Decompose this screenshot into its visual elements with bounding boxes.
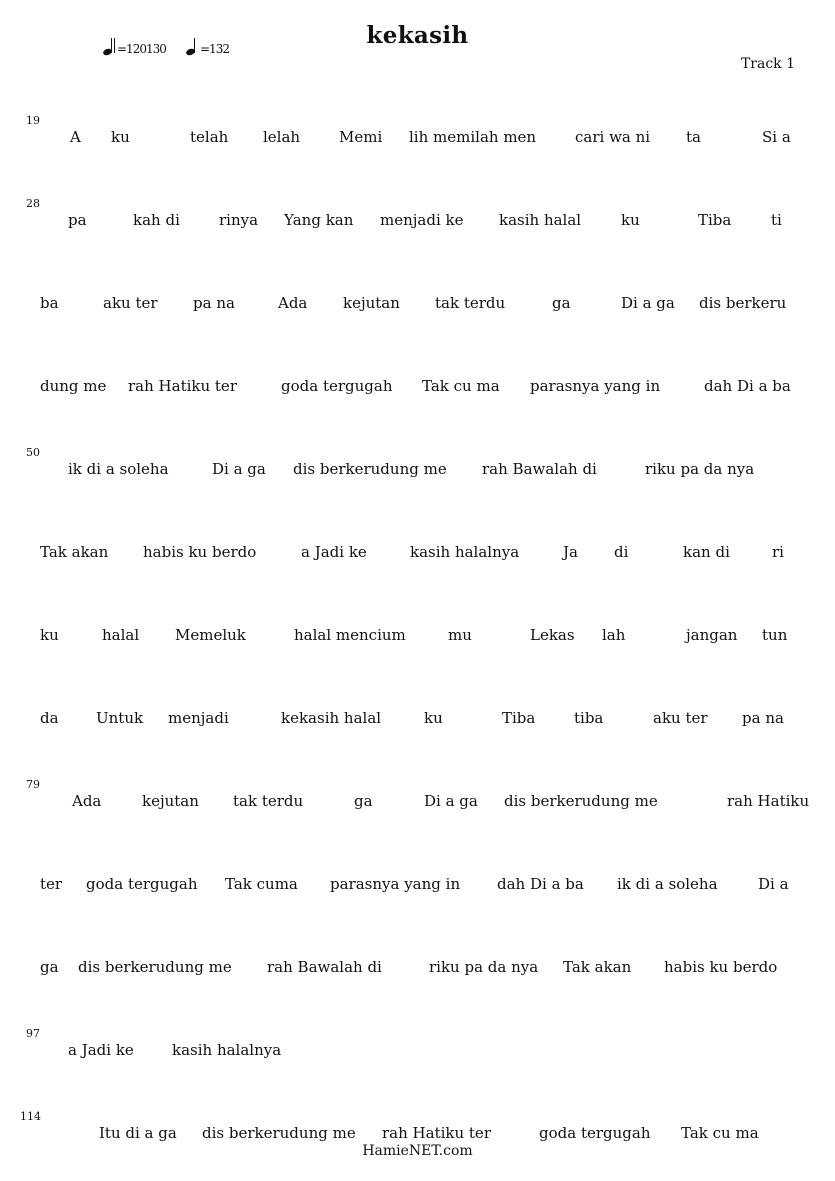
lyric-syllable: ik di a soleha bbox=[617, 875, 718, 893]
tempo-mark-2 bbox=[186, 38, 229, 56]
lyric-syllable: ku bbox=[621, 211, 640, 229]
tempo-mark-1 bbox=[103, 38, 166, 56]
lyric-syllable: cari wa ni bbox=[575, 128, 651, 146]
lyric-syllable: a Jadi ke bbox=[301, 543, 367, 561]
lyric-syllable: riku pa da nya bbox=[429, 958, 539, 976]
lyric-syllable: kejutan bbox=[142, 792, 199, 810]
bar-number: 19 bbox=[26, 114, 40, 127]
lyric-system bbox=[0, 280, 835, 320]
lyric-syllable: aku ter bbox=[103, 294, 158, 312]
lyric-syllable: dis berkerudung me bbox=[293, 460, 447, 478]
lyric-syllable: di bbox=[614, 543, 629, 561]
lyric-syllable: goda tergugah bbox=[86, 875, 198, 893]
lyric-syllable: Ja bbox=[563, 543, 578, 561]
lyric-syllable: Tak cu ma bbox=[422, 377, 500, 395]
lyric-syllable: ku bbox=[424, 709, 443, 727]
lyric-syllable: ku bbox=[111, 128, 130, 146]
lyric-syllable: lah bbox=[602, 626, 626, 644]
lyric-syllable: Yang kan bbox=[284, 211, 354, 229]
lyric-system bbox=[0, 1027, 835, 1067]
lyric-syllable: tiba bbox=[574, 709, 604, 727]
score-title: kekasih bbox=[366, 22, 469, 49]
lyric-syllable: kah di bbox=[133, 211, 180, 229]
lyric-syllable: goda tergugah bbox=[281, 377, 393, 395]
lyric-syllable: ga bbox=[552, 294, 571, 312]
lyric-syllable: ga bbox=[40, 958, 59, 976]
lyric-syllable: telah bbox=[190, 128, 229, 146]
lyric-syllable: Di a bbox=[758, 875, 789, 893]
lyric-syllable: rah Bawalah di bbox=[267, 958, 382, 976]
lyric-syllable: halal bbox=[102, 626, 140, 644]
lyric-syllable: Di a ga bbox=[621, 294, 675, 312]
quarter-note-icon bbox=[186, 38, 198, 56]
lyric-syllable: kasih halal bbox=[499, 211, 582, 229]
lyric-system bbox=[0, 778, 835, 818]
lyric-syllable: ter bbox=[40, 875, 63, 893]
lyric-syllable: kasih halalnya bbox=[410, 543, 520, 561]
lyric-syllable: Tak akan bbox=[40, 543, 109, 561]
lyric-syllable: ga bbox=[354, 792, 373, 810]
lyric-syllable: rah Hatiku bbox=[727, 792, 810, 810]
bar-number: 114 bbox=[20, 1110, 41, 1123]
bar-number: 50 bbox=[26, 446, 40, 459]
lyric-syllable: lih memilah men bbox=[409, 128, 537, 146]
lyric-syllable: tak terdu bbox=[435, 294, 506, 312]
lyric-syllable: Memi bbox=[339, 128, 383, 146]
lyric-system bbox=[0, 197, 835, 237]
lyric-syllable: ta bbox=[686, 128, 701, 146]
lyric-syllable: Ada bbox=[278, 294, 308, 312]
quarter-note-icon bbox=[103, 38, 115, 56]
lyric-syllable: Tak cuma bbox=[225, 875, 298, 893]
lyric-syllable: dah Di a ba bbox=[704, 377, 791, 395]
bar-number: 28 bbox=[26, 197, 40, 210]
lyric-syllable: Untuk bbox=[96, 709, 144, 727]
lyric-syllable: ba bbox=[40, 294, 59, 312]
lyric-system bbox=[0, 944, 835, 984]
lyric-syllable: dah Di a ba bbox=[497, 875, 584, 893]
lyric-syllable: Si a bbox=[762, 128, 791, 146]
lyric-syllable: tak terdu bbox=[233, 792, 304, 810]
lyric-syllable: riku pa da nya bbox=[645, 460, 755, 478]
lyric-syllable: rah Bawalah di bbox=[482, 460, 597, 478]
lyric-syllable: Memeluk bbox=[175, 626, 246, 644]
track-label: Track 1 bbox=[740, 56, 795, 72]
lyric-syllable: Itu di a ga bbox=[99, 1124, 177, 1142]
lyric-syllable: ku bbox=[40, 626, 59, 644]
lyric-syllable: Ada bbox=[72, 792, 102, 810]
lyric-syllable: parasnya yang in bbox=[530, 377, 661, 395]
lyric-syllable: pa na bbox=[742, 709, 784, 727]
lyric-system bbox=[0, 695, 835, 735]
lyric-syllable: menjadi bbox=[168, 709, 229, 727]
lyric-syllable: dis berkerudung me bbox=[202, 1124, 356, 1142]
lyric-syllable: kasih halalnya bbox=[172, 1041, 282, 1059]
lyric-syllable: kejutan bbox=[343, 294, 400, 312]
lyric-syllable: dis berkerudung me bbox=[78, 958, 232, 976]
lyric-syllable: da bbox=[40, 709, 59, 727]
lyric-syllable: Tiba bbox=[502, 709, 536, 727]
lyric-syllable: menjadi ke bbox=[380, 211, 464, 229]
lyric-syllable: Di a ga bbox=[424, 792, 478, 810]
footer-site: HamieNET.com bbox=[362, 1143, 473, 1159]
lyric-syllable: habis ku berdo bbox=[664, 958, 778, 976]
lyric-system bbox=[0, 114, 835, 154]
tempo-value: =132 bbox=[200, 42, 229, 56]
lyric-syllable: dung me bbox=[40, 377, 107, 395]
lyric-syllable: rinya bbox=[219, 211, 259, 229]
bar-number: 97 bbox=[26, 1027, 40, 1040]
lyric-syllable: lelah bbox=[263, 128, 301, 146]
lyric-syllable: A bbox=[70, 128, 81, 146]
lyric-syllable: goda tergugah bbox=[539, 1124, 651, 1142]
lyric-syllable: parasnya yang in bbox=[330, 875, 461, 893]
lyric-system bbox=[0, 861, 835, 901]
lyric-syllable: dis berkeru bbox=[699, 294, 787, 312]
lyric-syllable: Tiba bbox=[698, 211, 732, 229]
lyric-syllable: pa na bbox=[193, 294, 235, 312]
tempo-value: =120130 bbox=[117, 42, 166, 56]
lyric-syllable: a Jadi ke bbox=[68, 1041, 134, 1059]
lyric-syllable: ti bbox=[771, 211, 782, 229]
lyric-syllable: jangan bbox=[686, 626, 738, 644]
lyric-syllable: rah Hatiku ter bbox=[128, 377, 237, 395]
lyric-system bbox=[0, 363, 835, 403]
lyric-system bbox=[0, 612, 835, 652]
lyric-syllable: mu bbox=[448, 626, 472, 644]
lyric-syllable: Lekas bbox=[530, 626, 575, 644]
bar-number: 79 bbox=[26, 778, 40, 791]
lyric-syllable: ik di a soleha bbox=[68, 460, 169, 478]
lyric-syllable: Tak cu ma bbox=[681, 1124, 759, 1142]
lyric-syllable: Tak akan bbox=[563, 958, 632, 976]
lyric-syllable: dis berkerudung me bbox=[504, 792, 658, 810]
lyric-system bbox=[0, 529, 835, 569]
lyric-syllable: aku ter bbox=[653, 709, 708, 727]
lyric-syllable: habis ku berdo bbox=[143, 543, 257, 561]
lyric-syllable: pa bbox=[68, 211, 87, 229]
lyric-syllable: kan di bbox=[683, 543, 730, 561]
lyric-syllable: Di a ga bbox=[212, 460, 266, 478]
lyric-syllable: ri bbox=[772, 543, 784, 561]
lyric-syllable: rah Hatiku ter bbox=[382, 1124, 491, 1142]
lyric-system bbox=[0, 446, 835, 486]
lyric-syllable: halal mencium bbox=[294, 626, 406, 644]
lyric-syllable: kekasih halal bbox=[281, 709, 382, 727]
lyric-syllable: tun bbox=[762, 626, 788, 644]
